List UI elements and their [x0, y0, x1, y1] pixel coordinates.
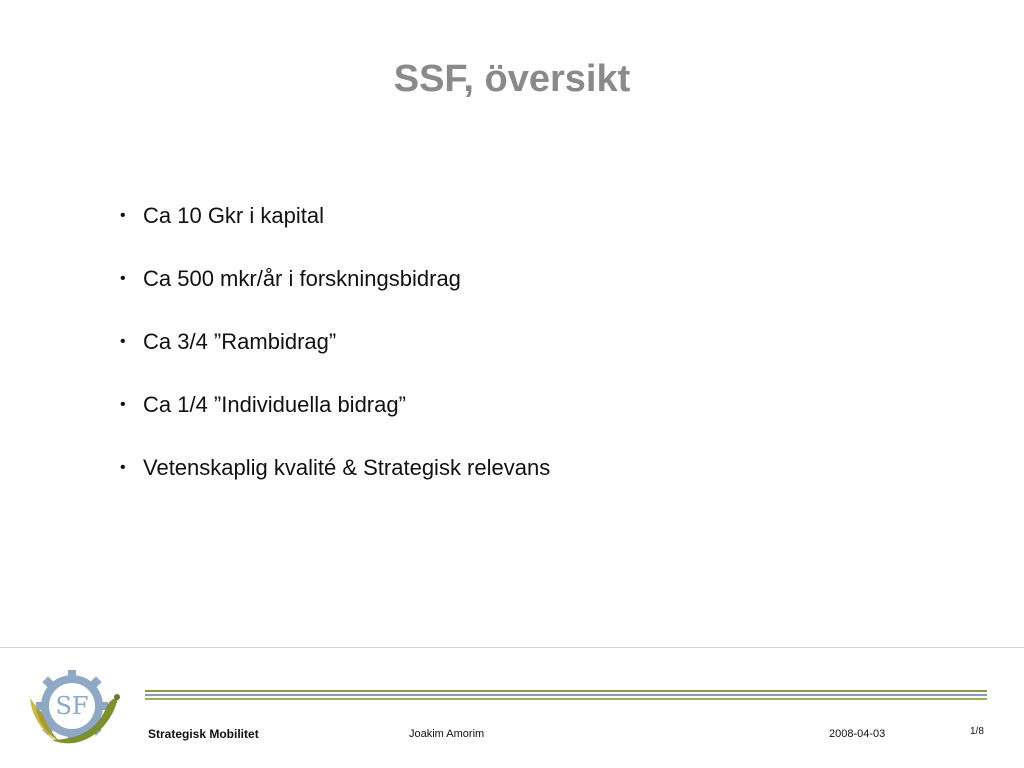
footer-rule-line — [145, 694, 987, 696]
bullet-icon: • — [120, 270, 126, 287]
bullet-item — [120, 452, 550, 515]
bullet-icon: • — [120, 459, 126, 476]
bullet-text: Ca 1/4 ”Individuella bidrag” — [143, 392, 406, 417]
footer-rule-line — [145, 698, 987, 700]
bullet-icon: • — [120, 396, 126, 413]
footer-date: 2008-04-03 — [829, 728, 886, 740]
bullet-icon: • — [120, 207, 126, 224]
bullet-text: Vetenskaplig kvalité & Strategisk relevans — [143, 455, 551, 480]
bullet-icon: • — [120, 333, 126, 350]
bullet-text: Ca 500 mkr/år i forskningsbidrag — [143, 266, 461, 291]
bullet-item — [120, 389, 550, 452]
footer-rule — [145, 690, 987, 702]
bullet-item — [120, 326, 550, 389]
logo-monogram: SF — [55, 692, 89, 720]
bullet-list — [120, 200, 550, 515]
bullet-item — [120, 263, 550, 326]
slide-title: SSF, översikt — [393, 58, 631, 100]
bullet-text: Ca 3/4 ”Rambidrag” — [143, 329, 337, 354]
bullet-text: Ca 10 Gkr i kapital — [143, 203, 324, 228]
footer-divider — [0, 647, 1024, 648]
footer-brand: Strategisk Mobilitet — [148, 727, 259, 741]
ssf-logo-icon — [22, 668, 122, 748]
page-number: 1/8 — [970, 726, 984, 737]
footer-rule-line — [145, 690, 987, 692]
bullet-item — [120, 200, 550, 263]
footer-author: Joakim Amorim — [409, 728, 485, 740]
